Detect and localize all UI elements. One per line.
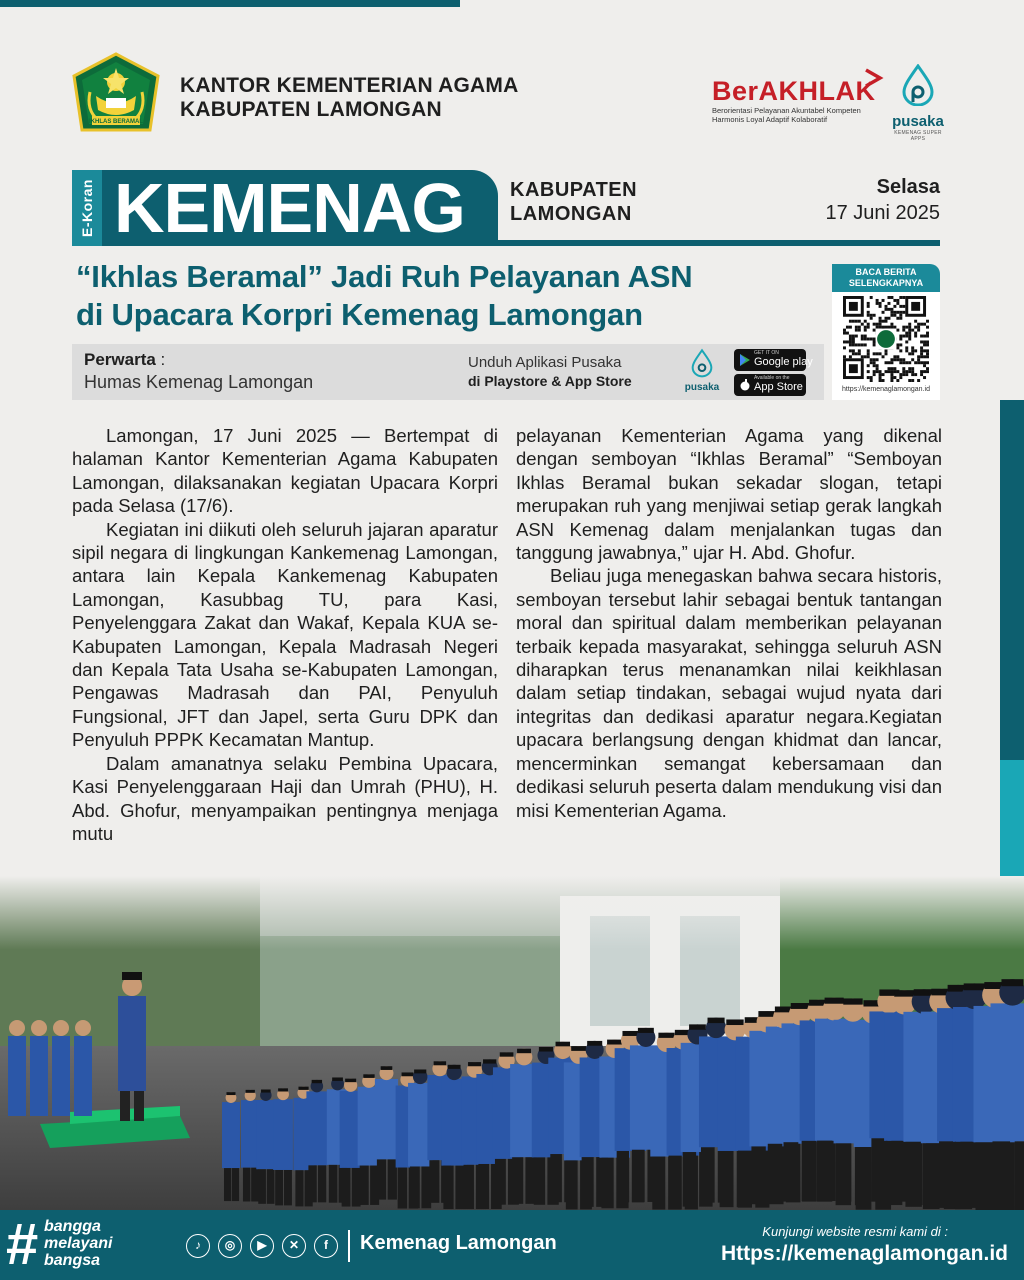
masthead-rule: [498, 240, 940, 246]
masthead-region: [510, 178, 637, 226]
ceremony-photo: [0, 876, 1024, 1210]
download-app-line-1: Unduh Aplikasi Pusaka: [468, 354, 622, 371]
footer-hash: #: [6, 1212, 39, 1277]
footer-tagline-2: melayani: [44, 1235, 113, 1252]
reporter-label-text: Perwarta: [84, 350, 156, 369]
berakhlak-title: BerAKHLAK: [712, 76, 876, 106]
google-play-small: GET IT ON: [754, 350, 779, 356]
reporter-label: [84, 350, 165, 370]
top-rule: [0, 0, 460, 7]
google-play-button[interactable]: [734, 349, 813, 371]
article-paragraph: pelayanan Kementerian Agama yang dikenal dengan semboyan “Ikhlas Beramal” “Semboyan Ikhlas Beramal bukan sekadar slogan, tetapi merupakan ruh yang menjiwai setiap gerak langkah ASN Kemenag dalam menjalankan tugas dan tanggung jawabnya,” ujar H. Abd. Ghofur.: [516, 425, 942, 564]
qr-heading-line-2: SELENGKAPNYA: [848, 278, 924, 288]
headline: [76, 258, 816, 334]
article-paragraph: Kegiatan ini diikuti oleh seluruh jajaran aparatur sipil negara di lingkungan Kankemenag Lamongan, antara lain Kepala Kankemenag Kabupaten Lamongan, Kasubbag TU, para Kasi, Penyelenggara Zakat dan Wakaf, Kepala KUA se-Kabupaten Lamongan, Kepala Madrasah Negeri dan Kepala Tata Usaha se-Kabupaten Lamongan, Pengawas Madrasah dan PAI, Penyuluh Fungsional, JFT dan Japel, serta Guru DPK dan Penyuluh PPPK Kecamatan Mantup.: [72, 518, 498, 751]
google-play-label: Google play: [754, 356, 813, 368]
pusaka-word: pusaka: [892, 113, 944, 130]
app-store-button[interactable]: [734, 374, 806, 396]
ekoran-tab: [72, 170, 102, 246]
download-app-line-2: di Playstore & App Store: [468, 373, 632, 389]
qr-code-icon: [842, 296, 930, 382]
pusaka-small-word: pusaka: [684, 382, 720, 393]
reporter-label-colon: :: [155, 350, 166, 369]
masthead-region-line-2: LAMONGAN: [510, 203, 632, 225]
masthead-banner: [102, 170, 498, 246]
article-column-right: [516, 424, 942, 822]
headline-line-2: di Upacara Korpri Kemenag Lamongan: [76, 297, 643, 332]
footer-website-link[interactable]: Https://kemenaglamongan.id: [720, 1242, 1008, 1265]
pusaka-small-drop-icon: [690, 348, 714, 378]
masthead-brand: KEMENAG: [114, 169, 465, 247]
footer-tagline-3: bangsa: [44, 1252, 101, 1269]
kemenag-emblem-icon: [70, 52, 162, 140]
pusaka-subtitle: KEMENAG SUPER APPS: [894, 130, 942, 142]
pusaka-drop-icon: [900, 64, 936, 106]
masthead-day: Selasa: [876, 176, 940, 198]
organization-name: [180, 74, 518, 122]
berakhlak-tagline-1: Berorientasi Pelayanan Akuntabel Kompeten: [712, 106, 861, 115]
footer: [0, 1210, 1024, 1280]
masthead-date: 17 Juni 2025: [825, 202, 940, 224]
pusaka-logo: [888, 64, 948, 142]
pusaka-small-logo: [678, 348, 726, 398]
qr-heading: [832, 264, 940, 292]
berakhlak-logo: [712, 76, 892, 136]
app-store-small: Available on the: [754, 375, 790, 381]
tiktok-icon[interactable]: ♪: [186, 1234, 210, 1258]
reporter-bar: [72, 344, 824, 400]
google-play-icon: [739, 354, 751, 366]
headline-line-1: “Ikhlas Beramal” Jadi Ruh Pelayanan ASN: [76, 259, 693, 294]
qr-read-more[interactable]: [832, 264, 940, 400]
reporter-name: Humas Kemenag Lamongan: [84, 372, 314, 392]
berakhlak-tagline-2: Harmonis Loyal Adaptif Kolaboratif: [712, 115, 828, 124]
footer-tagline: [44, 1218, 112, 1269]
facebook-icon[interactable]: f: [314, 1234, 338, 1258]
footer-tagline-1: bangga: [44, 1218, 101, 1235]
org-line-2: KABUPATEN LAMONGAN: [180, 98, 442, 121]
org-line-1: KANTOR KEMENTERIAN AGAMA: [180, 74, 519, 97]
qr-url: https://kemenaglamongan.id: [842, 386, 930, 393]
youtube-icon[interactable]: ▶: [250, 1234, 274, 1258]
ekoran-label: E-Koran: [79, 179, 95, 237]
instagram-icon[interactable]: ◎: [218, 1234, 242, 1258]
article-paragraph: Lamongan, 17 Juni 2025 — Bertempat di halaman Kantor Kementerian Agama Kabupaten Lamongan, dilaksanakan kegiatan Upacara Korpri pada Selasa (17/6).: [72, 425, 498, 517]
article-paragraph: Beliau juga menegaskan bahwa secara historis, semboyan tersebut lahir sebagai bentuk tantangan moral dan spiritual dalam memberikan pelayanan terbaik kepada masyarakat, sehingga seluruh ASN diharapkan terus menanamkan nilai keikhlasan dalam setiap tindakan, sebagai wujud nyata dari integritas dan dedikasi aparatur negara.Kegiatan upacara berlangsung dengan khidmat dan lancar, mencerminkan semangat kebersamaan dan dedikasi seluruh peserta dalam mendukung visi dan misi Kementerian Agama.: [516, 565, 942, 821]
footer-brand: Kemenag Lamongan: [360, 1232, 557, 1254]
qr-heading-line-1: BACA BERITA: [855, 267, 917, 277]
apple-icon: [739, 379, 751, 391]
right-accent-bar-dark: [1000, 400, 1024, 760]
masthead-region-line-1: KABUPATEN: [510, 179, 638, 201]
footer-divider: [348, 1230, 350, 1262]
article-paragraph: Dalam amanatnya selaku Pembina Upacara, Kasi Penyelenggaraan Haji dan Umrah (PHU), H. Abd. Ghofur, menyampaikan pentingnya menjaga mutu: [72, 752, 498, 844]
berakhlak-chevron-icon: [862, 68, 886, 88]
x-icon[interactable]: ✕: [282, 1234, 306, 1258]
emblem-motto: IKHLAS BERAMAL: [89, 119, 143, 125]
footer-visit-label: Kunjungi website resmi kami di :: [762, 1224, 948, 1239]
app-store-label: App Store: [754, 381, 803, 393]
article-column-left: [72, 424, 498, 845]
